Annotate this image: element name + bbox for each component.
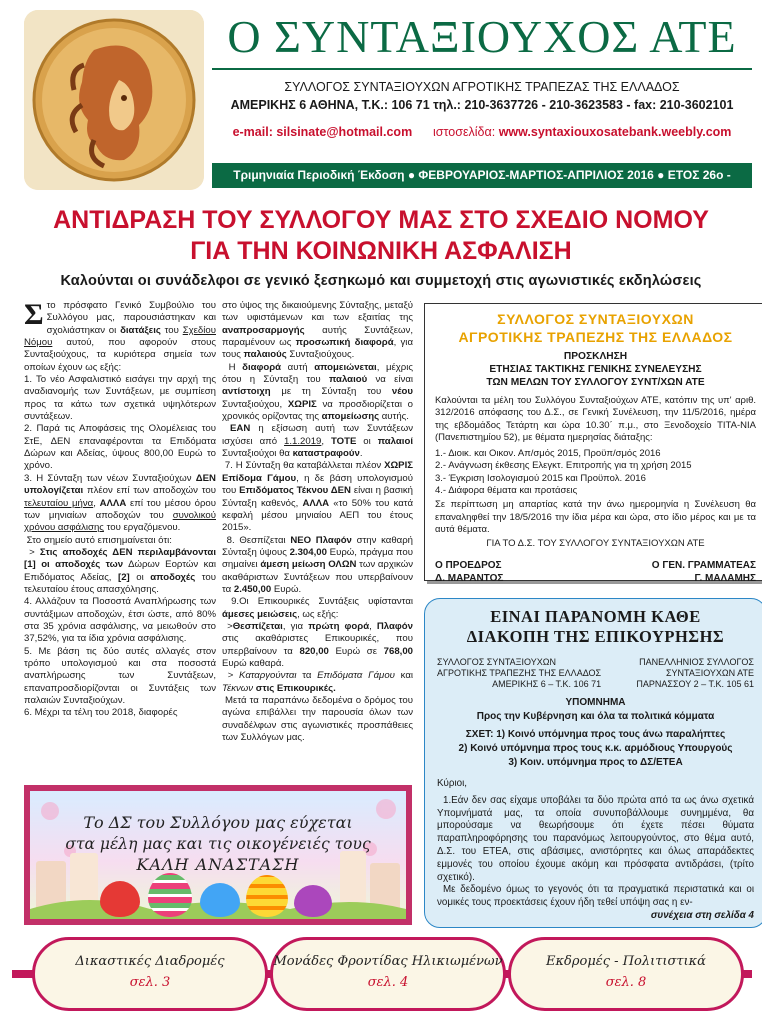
easter-egg-icon: [294, 885, 332, 917]
website-link[interactable]: www.syntaxiouxosatebank.weebly.com: [498, 125, 732, 139]
sender-right-line: ΠΑΡΝΑΣΣΟΥ 2 – Τ.Κ. 105 61: [636, 679, 754, 689]
greeting-line-1: Το ΔΣ του Συλλόγου μας εύχεται: [83, 813, 353, 832]
easter-egg-icon: [246, 875, 288, 917]
sender-right-line: ΣΥΝΤΑΞΙΟΥΧΩΝ ΑΤΕ: [665, 668, 754, 678]
footer-link-title: Μονάδες Φροντίδας Ηλικιωμένων: [273, 954, 503, 969]
memo-references: [437, 728, 754, 770]
box-title-line-2: ΔΙΑΚΟΠΗ ΤΗΣ ΕΠΙΚΟΥΡΗΣΗΣ: [466, 627, 725, 646]
footer-link-title: Δικαστικές Διαδρομές: [75, 954, 225, 969]
footer-link-page: σελ. 8: [605, 975, 647, 990]
continued-link[interactable]: συνέχεια στη σελίδα 4: [650, 909, 754, 921]
contact-online: [212, 125, 752, 139]
footer-link-excursions[interactable]: [508, 937, 744, 1011]
sender-right: [636, 657, 754, 690]
memo-label: ΥΠΟΜΝΗΜΑ: [565, 697, 626, 708]
memo-recipients: Προς την Κυβέρνηση και όλα τα πολιτικά κόμματα: [476, 711, 715, 722]
memo-salutation: Κύριοι,: [437, 778, 467, 789]
secretary-name: Γ. ΜΑΛΑΜΗΣ: [694, 572, 756, 584]
easter-greeting-banner: [24, 785, 412, 925]
issue-bar: Τριμηνιαία Περιοδική Έκδοση ● ΦΕΒΡΟΥΑΡΙΟΣ-ΜΑΡΤΙΟΣ-ΑΠΡΙΛΙΟΣ 2016 ● ΕΤΟΣ 26ο - ΑΡΙΘΜΟΣ 146: [212, 163, 752, 188]
sender-blocks: [437, 657, 754, 690]
headline-subtitle: Καλούνται οι συνάδελφοι σε γενικό ξεσηκωμό και συμμετοχή στις αγωνιστικές εκδηλώσεις: [60, 273, 702, 289]
masthead-title: Ο ΣΥΝΤΑΞΙΟΥΧΟΣ ΑΤΕ: [227, 11, 737, 62]
invitation-heading-2: ΕΤΗΣΙΑΣ ΤΑΚΤΙΚΗΣ ΓΕΝΙΚΗΣ ΣΥΝΕΛΕΥΣΗΣ: [489, 364, 702, 375]
signature-names: [435, 572, 756, 585]
article-column-1: Στο πρόσφατο Γενικό Συμβούλιο του Συλλόγου μας, παρουσιάστηκαν και σχολιάστηκαν οι διατάξεις του Σχεδίου Νόμου αυτού, που αφορούν στους Συνταξιούχους, τα κυριότερα σημεία των οποίων έχουν ως εξής: 1. Το νέο Ασφαλιστικό εισάγει την αρχή της αναδιανομής των Συντάξεων, με συμπίεση προς τα κάτω των σχετικά υψηλότερων συντάξεων. 2. Παρά τις Αποφάσεις της Ολομέλειας του ΣτΕ, ΔΕΝ επαναφέρονται τα Επιδόματα Δώρων και Αδείας, ύψους 800,00 Ευρώ το χρόνο. 3. Η Σύνταξη των νέων Συνταξιούχων ΔΕΝ υπολογίζεται πλέον επί των αποδοχών του τελευταίου μήνα, ΑΛΛΑ επί του μέσου όρου των μηνιαίων αποδοχών του συνολικού χρόνου ασφάλισης του εργαζόμενου. Στο σημείο αυτό επισημαίνεται ότι: > Στις αποδοχές ΔΕΝ περιλαμβάνονται [1] οι αποδοχές των Δώρων Εορτών και Επιδόματος Αδείας, [2] οι αποδοχές του τελευταίου έτους απασχόλησης. 4. Αλλάζουν τα Ποσοστά Αναπλήρωσης των συντάξιμων αποδοχών, έτσι ώστε, από 80% στα 35 χρόνια ασφάλισης, να μειωθούν στο 37,52%, για τα ίδια χρόνια ασφάλισης. 5. Με βάση τις δύο αυτές αλλαγές στον τρόπο υπολογισμού και στα ποσοστά αναπλήρωσης των Συντάξεων, επαναπροσδιορίζονται οι Συντάξεις των παλαιών Συνταξιούχων. 6. Μέχρι τα τέλη του 2018, διαφορές: [24, 300, 216, 719]
memo-paragraph-1: 1.Εάν δεν σας είχαμε υποβάλει τα δύο πρώτα από τα ως άνω σχετικά Υπομνήματά μας, τα οποία συνυποβάλλουμε συνημμένα, θα μπορούσαμε να θεωρήσουμε ότι έχετε πέσει θύματα παραπληροφόρησης του παρανόμως λειτουργούντος, στο θέμα αυτό, Δ.Σ. του ΕΤΕΑ, στις αβάσιμες, ανιστόρητες και όλως απαράδεκτες εμμονές του οποίου έχουμε ακόμη και πρόσφατα αντιδράσει, (τρίτο σχετικό).: [437, 794, 754, 883]
agenda-item: 2.- Ανάγνωση έκθεσης Ελεγκτ. Επιτροπής για τη χρήση 2015: [435, 460, 692, 472]
box-title-line-1: ΕΙΝΑΙ ΠΑΡΑΝΟΜΗ ΚΑΘΕ: [490, 607, 701, 626]
invitation-heading: [435, 350, 756, 389]
secretary-title: Ο ΓΕΝ. ΓΡΑΜΜΑΤΕΑΣ: [651, 559, 756, 571]
contact-address: ΑΜΕΡΙΚΗΣ 6 ΑΘΗΝΑ, Τ.Κ.: 106 71 τηλ.: 210-3637726 - 210-3623583 - fax: 210-3602101: [230, 98, 734, 112]
sender-left-line: ΣΥΛΛΟΓΟΣ ΣΥΝΤΑΞΙΟΥΧΩΝ: [437, 657, 556, 667]
coin-head-icon: [24, 10, 204, 190]
invitation-for-board: ΓΙΑ ΤΟ Δ.Σ. ΤΟΥ ΣΥΛΛΟΓΟΥ ΣΥΝΤΑΞΙΟΥΧΩΝ ΑΤΕ: [486, 538, 705, 550]
reference-line: ΣΧΕΤ: 1) Κοινό υπόμνημα προς τους άνω παραλήπτες: [465, 729, 726, 740]
supplementary-pension-box: [424, 598, 762, 928]
agenda-item: 3.- Έγκριση Ισολογισμού 2015 και Προϋπολ. 2016: [435, 472, 646, 484]
masthead-divider: [212, 68, 752, 70]
invitation-heading-1: ΠΡΟΣΚΛΗΣΗ: [563, 351, 628, 362]
easter-egg-icon: [200, 883, 240, 917]
email-link[interactable]: silsinate@hotmail.com: [276, 125, 413, 139]
memo-paragraph-2: Με δεδομένο όμως το γεγονός ότι τα πραγματικά περιστατικά και οι νομικές τους προεκτάσεις έχουν ήδη τεθεί υπόψη σας η εν-: [437, 884, 754, 909]
headline-line-2: ΓΙΑ ΤΗΝ ΚΟΙΝΩΝΙΚΗ ΑΣΦΑΛΙΣΗ: [190, 237, 572, 265]
agenda-item: 4.- Διάφορα θέματα και προτάσεις: [435, 485, 578, 497]
masthead-logo: [24, 10, 204, 190]
reference-line: 2) Κοινό υπόμνημα προς τους κ.κ. αρμόδιους Υπουργούς: [458, 743, 733, 754]
invitation-org-line-1: ΣΥΛΛΟΓΟΣ ΣΥΝΤΑΞΙΟΥΧΩΝ: [497, 311, 694, 327]
association-name: ΣΥΛΛΟΓΟΣ ΣΥΝΤΑΞΙΟΥΧΩΝ ΑΓΡΟΤΙΚΗΣ ΤΡΑΠΕΖΑΣ ΤΗΣ ΕΛΛΑΔΟΣ: [284, 80, 680, 94]
agenda-list: [435, 448, 756, 497]
footer-link-care-units[interactable]: [270, 937, 506, 1011]
headline-line-1: ΑΝΤΙΔΡΑΣΗ ΤΟΥ ΣΥΛΛΟΓΟΥ ΜΑΣ ΣΤΟ ΣΧΕΔΙΟ ΝΟΜΟΥ: [53, 206, 709, 234]
footer-link-page: σελ. 4: [367, 975, 409, 990]
invitation-heading-3: ΤΩΝ ΜΕΛΩΝ ΤΟΥ ΣΥΛΛΟΓΟΥ ΣΥΝΤ/ΧΩΝ ΑΤΕ: [486, 377, 705, 388]
president-title: Ο ΠΡΟΕΔΡΟΣ: [435, 559, 502, 571]
invitation-text: Καλούνται τα μέλη του Συλλόγου Συνταξιούχων ΑΤΕ, κατόπιν της υπ' αριθ. 312/2016 απόφασης του Δ.Σ., σε Γενική Συνέλευση, την 11/5/2016, ημέρα της εβδομάδος Τετάρτη και ώρα 10.30΄ π.μ., στο Ξενοδοχείο TITA-NIA (Πανεπιστημίου 52), με θέματα ημερησίας διάταξης:: [435, 395, 756, 443]
greeting-line-3: ΚΑΛΗ ΑΝΑΣΤΑΣΗ: [136, 855, 300, 874]
article-column-2: στο ύψος της δικαιούμενης Σύνταξης, μεταξύ των υφιστάμενων και των εξαιτίας της αναπροσαρμογής αυτής Συντάξεων, παραμένουν ως προσωπική διαφορά, για τους παλαιούς Συνταξιούχους. Η διαφορά αυτή απομειώνεται, μέχρις ότου η Σύνταξη του παλαιού να είναι αντίστοιχη με τη Σύνταξη του νέου Συνταξιούχου, ΧΩΡΙΣ να προσδιορίζεται ο χρονικός ορίζοντας της απομείωσης αυτής. ΕΑΝ η εξίσωση αυτή των Συντάξεων ισχύσει από 1.1.2019, ΤΟΤΕ οι παλαιοί Συνταξιούχοι θα καταστραφούν. 7. Η Σύνταξη θα καταβάλλεται πλέον ΧΩΡΙΣ Επίδομα Γάμου, η δε βάση υπολογισμού του Επιδόματος Τέκνου ΔΕΝ είναι η βασική Σύνταξη καθενός, ΑΛΛΑ «το 50% του κατά κεφαλή μέσου μηνιαίου ΑΕΠ του έτους 2015». 8. Θεσπίζεται ΝΕΟ Πλαφόν στην καθαρή Σύνταξη ύψους 2.304,00 Ευρώ, πράγμα που σημαίνει άμεση μείωση ΟΛΩΝ των αρχικών ακαθάριστων Συντάξεων που υπερβαίνουν τα 2.450,00 Ευρώ. 9.Οι Επικουρικές Συντάξεις υφίστανται άμεσες μειώσεις, ως εξής: >Θεσπίζεται, για πρώτη φορά, Πλαφόν στις ακαθάριστες Επικουρικές, που υπερβαίνουν τα 820,00 Ευρώ σε 768,00 Ευρώ καθαρά. > Καταργούνται τα Επιδόματα Γάμου και Τέκνων στις Επικουρικές. Μετά τα παραπάνω δεδομένα ο δρόμος του αγώνα επιβάλλει την παρουσία όλων των συναδέλφων στις αγωνιστικές προσπάθειες των Συλλόγων μας.: [222, 300, 413, 744]
easter-egg-icon: [100, 881, 140, 917]
easter-egg-icon: [148, 873, 192, 917]
invitation-org-line-2: ΑΓΡΟΤΙΚΗΣ ΤΡΑΠΕΖΗΣ ΤΗΣ ΕΛΛΑΔΟΣ: [458, 329, 733, 345]
sender-left: [437, 657, 601, 690]
assembly-invitation-box: [424, 303, 762, 584]
footer-link-title: Εκδρομές - Πολιτιστικά: [546, 954, 706, 969]
footer-link-page: σελ. 3: [129, 975, 171, 990]
president-name: Δ. ΜΑΡΑΝΤΟΣ: [435, 572, 504, 584]
signature-titles: [435, 559, 756, 572]
email-label: e-mail:: [232, 125, 273, 139]
agenda-item: 1.- Διοικ. και Οικον. Απ/σμός 2015, Προϋπ/σμός 2016: [435, 448, 661, 460]
sender-right-line: ΠΑΝΕΛΛΗΝΙΟΣ ΣΥΛΛΟΓΟΣ: [639, 657, 754, 667]
greeting-line-2: στα μέλη μας και τις οικογένειές τους: [65, 835, 371, 853]
main-headline: [10, 205, 752, 267]
website-label: ιστοσελίδα:: [433, 125, 496, 139]
sender-left-line: ΑΜΕΡΙΚΗΣ 6 – Τ.Κ. 106 71: [492, 679, 602, 689]
sender-left-line: ΑΓΡΟΤΙΚΗΣ ΤΡΑΠΕΖΗΣ ΤΗΣ ΕΛΛΑΔΟΣ: [437, 668, 602, 678]
reference-line: 3) Κοιν. υπόμνημα προς το ΔΣ/ΕΤΕΑ: [508, 757, 683, 768]
invitation-note: Σε περίπτωση μη απαρτίας κατά την άνω ημερομηνία η Συνέλευση θα επαναληφθεί την 18/5/2016 την ίδια μέρα και ώρα, στο ίδιο μέρος και με τα αυτά θέματα.: [435, 499, 756, 535]
footer-link-legal[interactable]: [32, 937, 268, 1011]
